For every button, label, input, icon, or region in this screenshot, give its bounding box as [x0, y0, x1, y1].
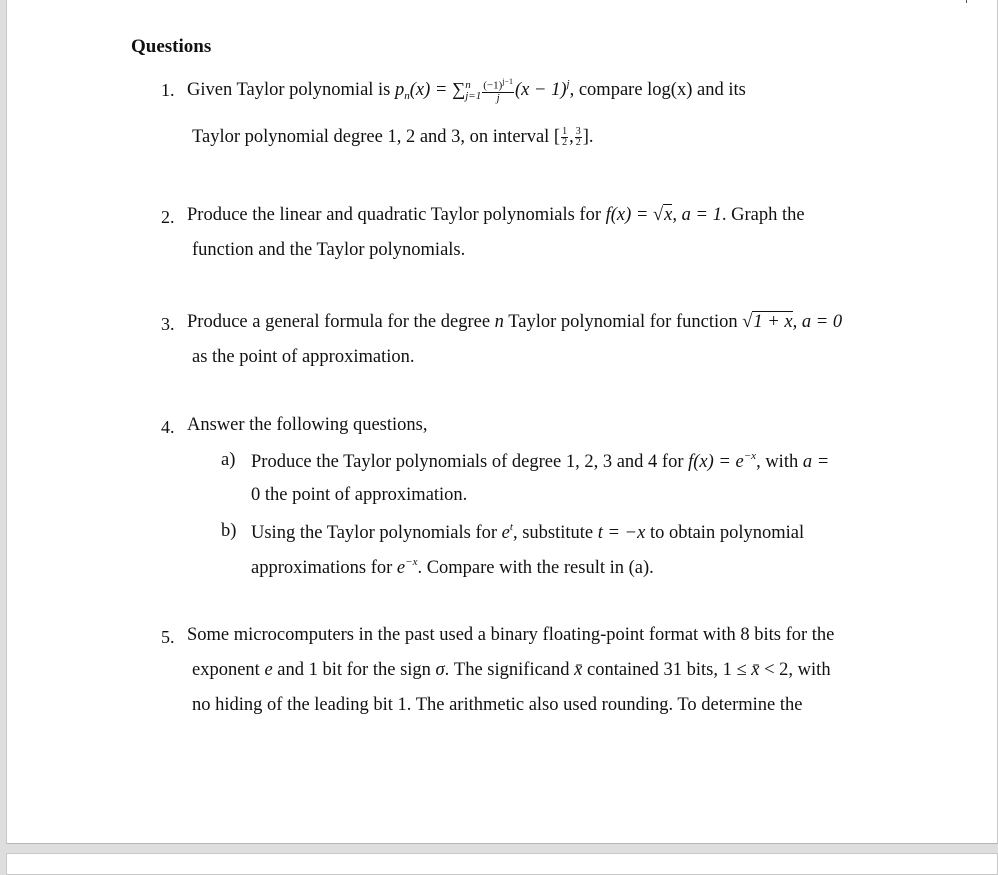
q1-interval-lo: [561, 127, 568, 148]
q5-math-e: e: [264, 660, 273, 680]
q2-sqrt-arg: x: [664, 205, 673, 225]
q5-math-xbar: x̄: [574, 660, 583, 680]
q1-sum-limits: [465, 80, 481, 102]
q4b-line2-exp: −x: [405, 556, 418, 568]
q1-line2-text: Taylor polynomial degree 1, 2 and 3, on interval [: [192, 127, 561, 147]
q2-math-f: f(x) =: [605, 205, 654, 225]
q1-frac-numerator: [482, 78, 514, 93]
q3-math-n: n: [494, 312, 504, 332]
q4a-zero: 0: [251, 485, 261, 505]
page-edge-mark: [966, 0, 967, 3]
q1-int-b-den: 2: [575, 137, 581, 149]
q1-math-p: p: [395, 80, 405, 101]
q1-frac-num-exp: j−1: [502, 77, 513, 86]
q3-sqrt-arg: 1 + x: [753, 312, 793, 332]
q3-text: Produce a general formula for the degree: [187, 312, 491, 332]
q5-text: exponent: [192, 660, 260, 680]
q2-text: Produce the linear and quadratic Taylor polynomials for: [187, 205, 601, 225]
q3-line1: [187, 312, 842, 333]
q1-int-b-num: 3: [575, 126, 581, 138]
q4a-text: Produce the Taylor polynomials of degree 1, 2, 3 and 4 for: [251, 452, 684, 472]
q4b-math-e: e: [501, 523, 510, 543]
q5-line2: [192, 660, 831, 681]
q1-line2: [192, 127, 594, 148]
q4b-line2: [251, 556, 654, 579]
q1-sum-symbol: ∑: [452, 80, 466, 101]
q4b-line2-text: approximations for: [251, 558, 393, 578]
q3-math-tail: , a = 0: [792, 312, 843, 332]
q3-text-mid: Taylor polynomial for function: [508, 312, 738, 332]
q1-int-sep: ,: [569, 127, 574, 147]
q4b-label: b): [221, 521, 237, 541]
q2-sqrt: √x: [653, 205, 673, 225]
q4-intro: Answer the following questions,: [187, 415, 428, 435]
q4b-line1: [251, 521, 804, 544]
q4a-exp: −x: [743, 450, 757, 462]
q5-text-sign: and 1 bit for the sign: [277, 660, 431, 680]
q5-math-sigma: σ: [435, 660, 445, 680]
q1-term-exp: j: [566, 78, 570, 91]
q1-math-sub: n: [404, 90, 410, 103]
q4a-math-a: a =: [802, 452, 830, 472]
q1-math-x: (x) =: [409, 80, 453, 101]
q5-text-end: < 2, with: [764, 660, 831, 680]
page-heading: Questions: [131, 36, 212, 57]
q4a-line2: [251, 485, 467, 506]
q4a-math: f(x) = e: [688, 452, 744, 472]
q2-number: 2.: [161, 207, 175, 227]
q3-line2: as the point of approximation.: [192, 347, 415, 367]
q1-fraction: [482, 78, 514, 104]
q4a-line1: [251, 450, 829, 473]
q4b-math-t: t = −x: [597, 523, 646, 543]
q5-math-xbar2: x̄: [751, 660, 760, 680]
q4b-line2-math: e: [396, 558, 406, 578]
q1-int-a-num: 1: [562, 126, 568, 138]
q4b-line2-end: . Compare with the result in (a).: [417, 558, 654, 578]
q4a-line2-text: the point of approximation.: [264, 485, 468, 505]
q1-text: Given Taylor polynomial is: [187, 80, 391, 101]
q4-number: 4.: [161, 417, 175, 437]
q1-text-end: , compare log(x) and its: [569, 80, 746, 101]
q4b-exp: t: [509, 521, 513, 533]
q4b-text: Using the Taylor polynomials for: [251, 523, 498, 543]
q1-int-a-den: 2: [562, 137, 568, 149]
q2-text-end: . Graph the: [721, 205, 805, 225]
q1-line2-end: ].: [582, 127, 594, 147]
q5-text-significand: . The significand: [444, 660, 570, 680]
q5-line1: Some microcomputers in the past used a binary floating-point format with 8 bits for the: [187, 625, 835, 645]
q2-math-tail: , a = 1: [672, 205, 722, 225]
next-page-edge: [6, 853, 998, 875]
document-page: [6, 0, 998, 844]
q5-text-bits: contained 31 bits, 1 ≤: [586, 660, 747, 680]
q5-line3: no hiding of the leading bit 1. The arithmetic also used rounding. To determine the: [192, 695, 803, 715]
q3-number: 3.: [161, 314, 175, 334]
q4a-text-with: , with: [756, 452, 799, 472]
q4b-text-end: to obtain polynomial: [649, 523, 805, 543]
q1-frac-denominator: j: [496, 91, 500, 104]
q5-number: 5.: [161, 627, 175, 647]
q2-line1: [187, 205, 805, 226]
q1-interval-hi: [575, 127, 582, 148]
q1-sum-lower: j=1: [465, 89, 482, 102]
q1-number: 1.: [161, 80, 175, 100]
q2-line2: function and the Taylor polynomials.: [192, 240, 466, 260]
q1-line1: [187, 78, 746, 104]
q3-sqrt: √1 + x: [742, 312, 793, 332]
q1-frac-num-base: (−1): [483, 79, 503, 92]
q4b-text-sub: , substitute: [512, 523, 594, 543]
q4a-label: a): [221, 450, 236, 470]
q1-term: (x − 1): [515, 80, 567, 101]
q1-sum-upper: n: [465, 78, 471, 91]
